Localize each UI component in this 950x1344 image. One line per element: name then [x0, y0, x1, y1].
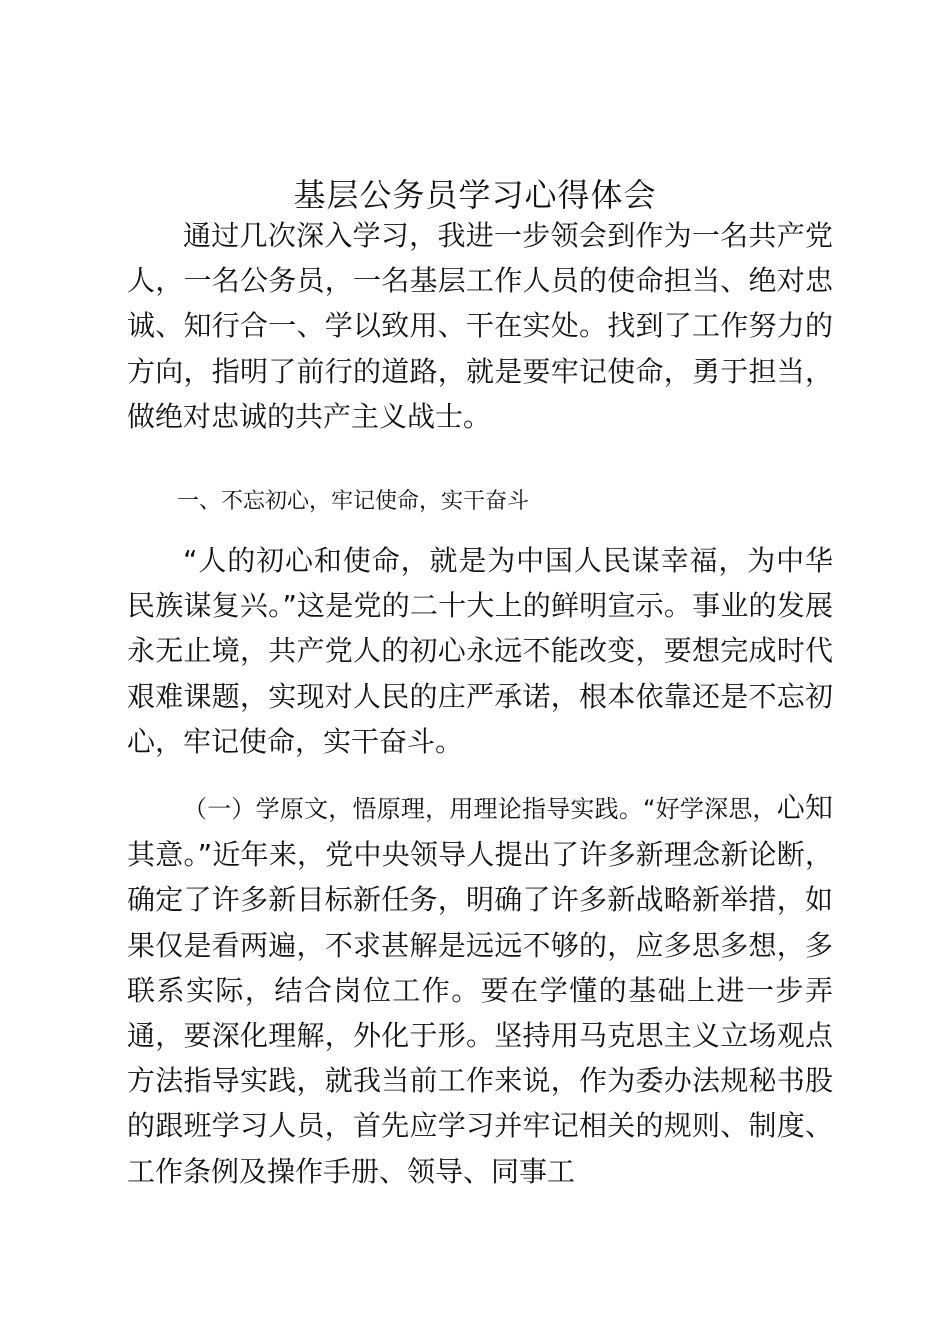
subsection-heading-1: （一）学原文，悟原理，用理论指导实践。“好学深思， — [183, 795, 777, 823]
document-title: 基层公务员学习心得体会 — [293, 176, 657, 214]
section-heading-1: 一、不忘初心，牢记使命，实干奋斗 — [177, 489, 530, 514]
paragraph-intro: 通过几次深入学习，我进一步领会到作为一名共产党人，一名公务员，一名基层工作人员的使命担当、绝对忠诚、知行合一、学以致用、干在实处。找到了工作努力的方向，指明了前行的道路，就是要牢记使命，勇于担当，做绝对忠诚的共产主义战士。 — [127, 219, 833, 433]
paragraph-study-theory-body: 心知其意。”近年来，党中央领导人提出了许多新理念新论断，确定了许多新目标新任务，明确了许多新战略新举措，如果仅是看两遍，不求甚解是远远不够的，应多思多想，多联系实际，结合岗位工作。要在学懂的基础上进一步弄通，要深化理解，外化于形。坚持用马克思主义立场观点方法指导实践，就我当前工作来说，作为委办法规秘书股的跟班学习人员，首先应学习并牢记相关的规则、制度、工作条例及操作手册、领导、同事工 — [127, 791, 833, 1188]
paragraph-study-theory — [127, 785, 833, 1194]
paragraph-mission: “人的初心和使命，就是为中国人民谋幸福，为中华民族谋复兴。”这是党的二十大上的鲜明宣示。事业的发展永无止境，共产党人的初心永远不能改变，要想完成时代艰难课题，实现对人民的庄严承诺，根本依靠还是不忘初心，牢记使命，实干奋斗。 — [127, 544, 833, 758]
